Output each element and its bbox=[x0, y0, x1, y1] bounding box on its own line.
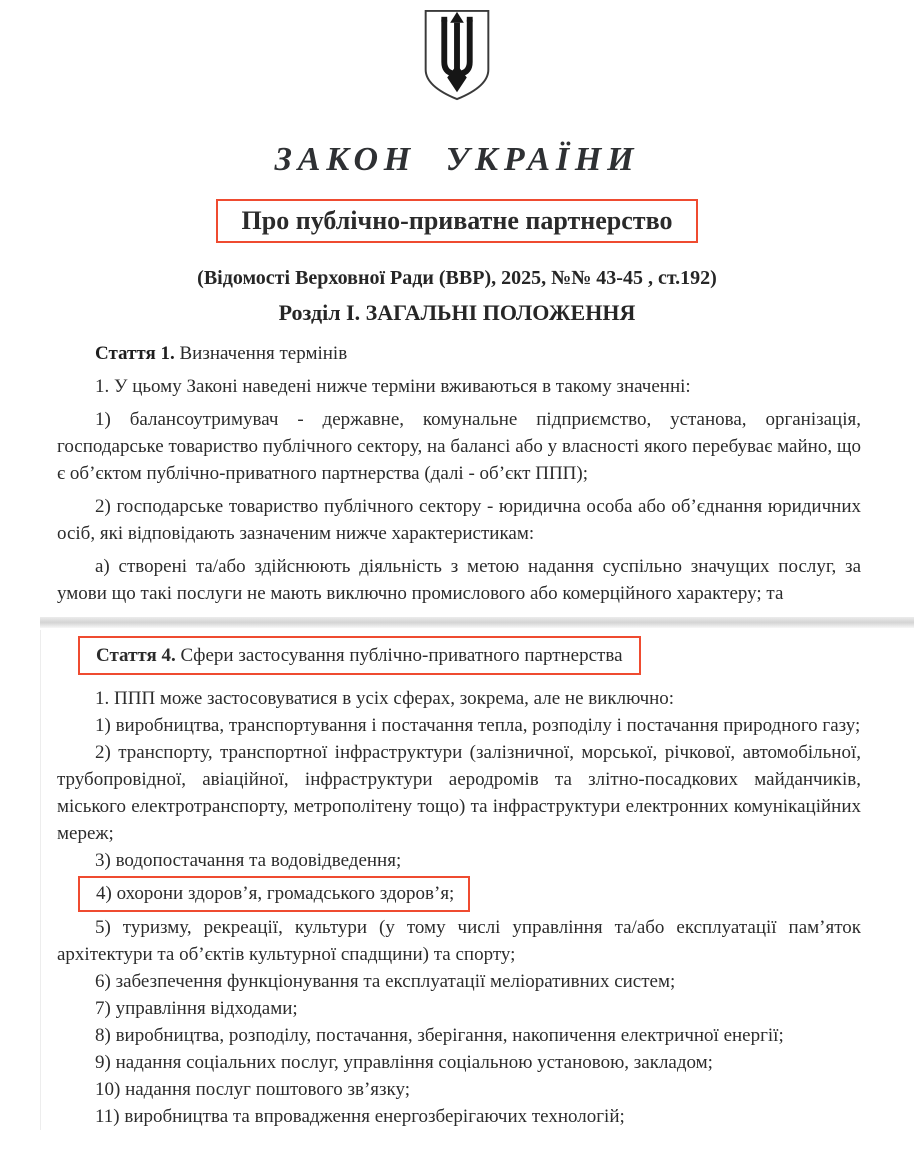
law-name-row bbox=[0, 199, 914, 243]
article-4-block bbox=[57, 636, 861, 1130]
screenshot-left-edge bbox=[40, 630, 41, 1130]
list-item: 10) надання послуг поштового зв’язку; bbox=[95, 1079, 411, 1100]
ukraine-coat-of-arms-icon bbox=[0, 0, 914, 107]
list-item: 8) виробництва, розподілу, постачання, зберігання, накопичення електричної енергії; bbox=[95, 1025, 784, 1046]
list-item: 11) виробництва та впровадження енергозберігаючих технологій; bbox=[95, 1106, 625, 1127]
highlighted-list-item-box bbox=[78, 876, 470, 912]
chapter-heading: Розділ I. ЗАГАЛЬНІ ПОЛОЖЕННЯ bbox=[278, 300, 636, 325]
list-item: 3) водопостачання та водовідведення; bbox=[95, 850, 402, 871]
law-name: Про публічно-приватне партнерство bbox=[241, 206, 673, 235]
article-1-block bbox=[57, 340, 861, 607]
article-1-paragraph: 1. У цьому Законі наведені нижче терміни вживаються в такому значенні: bbox=[95, 376, 691, 397]
article-1-heading bbox=[57, 340, 861, 367]
gazette-reference: (Відомості Верховної Ради (ВВР), 2025, №№ 43-45 , ст.192) bbox=[197, 267, 717, 289]
article-4-title: Сфери застосування публічно-приватного партнерства bbox=[180, 645, 623, 666]
list-item: 6) забезпечення функціонування та експлуатації меліоративних систем; bbox=[95, 971, 676, 992]
article-4-intro: 1. ППП може застосовуватися в усіх сферах, зокрема, але не виключно: bbox=[95, 688, 675, 709]
article-1-paragraph: а) створені та/або здійснюють діяльність з метою надання суспільно значущих послуг, за умови що такі послуги не мають виключно промислового або комерційного характеру; та bbox=[57, 556, 861, 604]
list-item: 2) транспорту, транспортної інфраструктури (залізничної, морської, річкової, автомобільної, трубопровідної, авіаційної, інфраструктури аеродромів та злітно-посадкових майданчиків, міського електротранспорту, метрополітену тощо) та інфраструктури електронних комунікаційних мереж; bbox=[57, 742, 861, 844]
list-item: 1) виробництва, транспортування і постачання тепла, розподілу і постачання природного газу; bbox=[95, 715, 861, 736]
list-item: 5) туризму, рекреації, культури (у тому числі управління та/або експлуатації пам’яток архітектури та об’єктів культурної спадщини) та спорту; bbox=[57, 917, 861, 965]
article-1-paragraph: 1) балансоутримувач - державне, комунальне підприємство, установа, організація, господарське товариство публічного сектору, на балансі або у власності якого перебуває майно, що є об’єктом публічно-приватного партнерства (далі - об’єкт ППП); bbox=[57, 409, 861, 484]
list-item: 7) управління відходами; bbox=[95, 998, 298, 1019]
document-title: ЗАКОН УКРАЇНИ bbox=[274, 141, 640, 178]
article-4-heading-highlight-box bbox=[78, 636, 641, 675]
screenshot-stitch-divider bbox=[40, 617, 914, 628]
law-name-highlight-box bbox=[216, 199, 699, 243]
list-item: 9) надання соціальних послуг, управління соціальною установою, закладом; bbox=[95, 1052, 713, 1073]
article-4-label: Стаття 4. bbox=[96, 645, 176, 666]
list-item: 4) охорони здоров’я, громадського здоров’я; bbox=[96, 883, 455, 904]
article-1-title: Визначення термінів bbox=[179, 343, 348, 364]
article-1-label: Стаття 1. bbox=[95, 343, 175, 364]
article-1-paragraph: 2) господарське товариство публічного сектору - юридична особа або об’єднання юридичних осіб, які відповідають зазначеним нижче характеристикам: bbox=[57, 496, 861, 544]
